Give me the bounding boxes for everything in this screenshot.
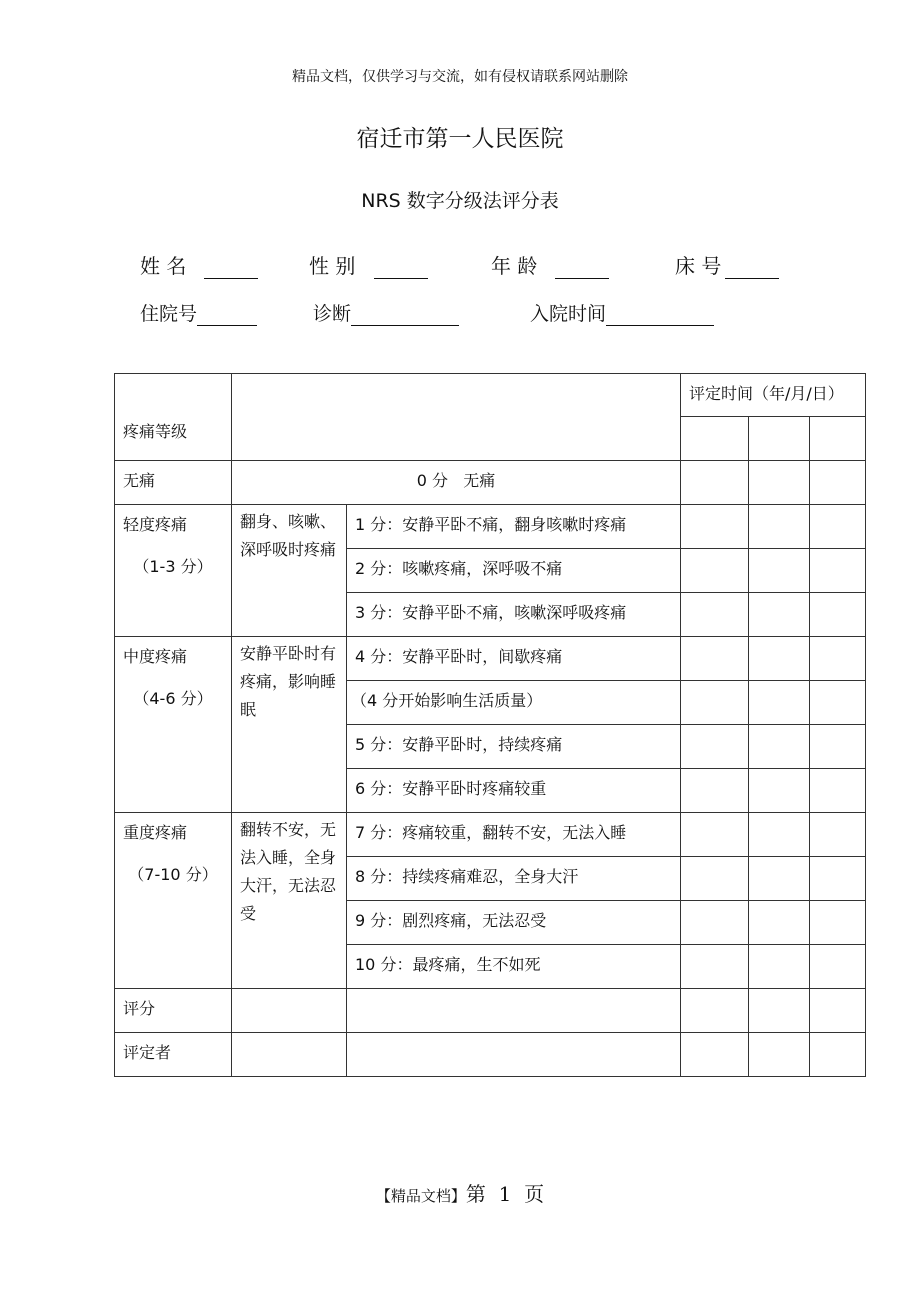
severe-range: （7-10 分） (128, 865, 218, 884)
score-entry-cell[interactable] (681, 989, 749, 1033)
mild-item-cell (347, 549, 681, 593)
page-footer (0, 1178, 920, 1207)
score-entry-cell[interactable] (749, 813, 810, 857)
date-cell[interactable] (681, 417, 749, 461)
score-entry-cell[interactable] (810, 549, 866, 593)
score-entry-cell[interactable] (681, 813, 749, 857)
name-field[interactable] (140, 250, 258, 279)
score-entry-cell[interactable] (810, 725, 866, 769)
score-entry-cell[interactable] (810, 505, 866, 549)
score-entry-cell[interactable] (749, 945, 810, 989)
none-label: 无痛 (123, 471, 156, 490)
admission-time-field[interactable] (530, 299, 714, 326)
moderate-range: （4-6 分） (133, 689, 213, 708)
score-item: 6 分：安静平卧时疼痛较重 (355, 779, 547, 798)
score-entry-cell[interactable] (681, 549, 749, 593)
moderate-item-cell (347, 637, 681, 681)
assessor-label: 评定者 (123, 1043, 172, 1062)
score-item: 1 分：安静平卧不痛，翻身咳嗽时疼痛 (355, 515, 627, 534)
score-entry-cell[interactable] (749, 901, 810, 945)
header-level-cell (115, 374, 232, 461)
score-entry-cell[interactable] (749, 725, 810, 769)
gender-label: 性 别 (309, 254, 356, 278)
score-entry-cell[interactable] (681, 945, 749, 989)
score-entry-cell[interactable] (810, 945, 866, 989)
score-entry-cell[interactable] (681, 461, 749, 505)
footer-bracket: 【精品文档】 (375, 1187, 466, 1205)
age-field[interactable] (491, 250, 609, 279)
mild-symptom-cell (232, 505, 347, 637)
score-entry-cell[interactable] (749, 769, 810, 813)
hospital-name: 宿迁市第一人民医院 (356, 126, 564, 152)
bed-field[interactable] (675, 250, 779, 279)
score-label-cell (115, 989, 232, 1033)
score-entry-cell[interactable] (749, 505, 810, 549)
assessor-blank-cell[interactable] (232, 1033, 347, 1077)
mild-label: 轻度疼痛 (123, 515, 188, 534)
score-entry-cell[interactable] (749, 461, 810, 505)
assessor-entry-cell[interactable] (749, 1033, 810, 1077)
score-entry-cell[interactable] (749, 593, 810, 637)
assessor-entry-cell[interactable] (810, 1033, 866, 1077)
score-entry-cell[interactable] (681, 857, 749, 901)
assessor-entry-cell[interactable] (681, 1033, 749, 1077)
severe-item-cell (347, 945, 681, 989)
score-blank-cell[interactable] (347, 989, 681, 1033)
assessor-label-cell (115, 1033, 232, 1077)
footer-page-number: 第 1 页 (465, 1182, 545, 1206)
header-blank-cell (232, 374, 681, 461)
score-entry-cell[interactable] (681, 593, 749, 637)
diagnosis-blank[interactable] (351, 305, 459, 326)
score-entry-cell[interactable] (810, 637, 866, 681)
mild-level-cell (115, 505, 232, 637)
score-entry-cell[interactable] (810, 461, 866, 505)
mild-range: （1-3 分） (133, 557, 213, 576)
mild-symptom: 翻身、咳嗽、深呼吸时疼痛 (240, 512, 337, 559)
score-item: 5 分：安静平卧时，持续疼痛 (355, 735, 563, 754)
moderate-label: 中度疼痛 (123, 647, 188, 666)
admission-number-field[interactable] (140, 299, 257, 326)
gender-blank[interactable] (374, 258, 428, 279)
severe-symptom: 翻转不安，无法入睡，全身大汗，无法忍受 (240, 820, 337, 923)
score-blank-cell[interactable] (232, 989, 347, 1033)
score-item: 2 分：咳嗽疼痛，深呼吸不痛 (355, 559, 563, 578)
score-entry-cell[interactable] (810, 681, 866, 725)
score-entry-cell[interactable] (749, 549, 810, 593)
header-level: 疼痛等级 (123, 422, 188, 441)
score-item: 10 分：最疼痛，生不如死 (355, 955, 541, 974)
score-item: 8 分：持续疼痛难忍，全身大汗 (355, 867, 579, 886)
score-entry-cell[interactable] (681, 637, 749, 681)
score-entry-cell[interactable] (749, 857, 810, 901)
name-label: 姓 名 (140, 254, 187, 278)
moderate-item-cell (347, 725, 681, 769)
age-blank[interactable] (555, 258, 609, 279)
name-blank[interactable] (204, 258, 258, 279)
score-item: 3 分：安静平卧不痛，咳嗽深呼吸疼痛 (355, 603, 627, 622)
score-entry-cell[interactable] (749, 637, 810, 681)
moderate-symptom: 安静平卧时有疼痛，影响睡眠 (240, 644, 337, 719)
diagnosis-field[interactable] (313, 299, 459, 326)
header-time-cell (681, 374, 866, 417)
admission-time-label: 入院时间 (530, 303, 607, 325)
severe-item-cell (347, 813, 681, 857)
bed-blank[interactable] (725, 258, 779, 279)
score-entry-cell[interactable] (810, 769, 866, 813)
score-entry-cell[interactable] (810, 813, 866, 857)
moderate-item-cell (347, 769, 681, 813)
diagnosis-label: 诊断 (313, 303, 352, 325)
header-note: 精品文档，仅供学习与交流，如有侵权请联系网站删除 (292, 69, 628, 85)
severe-item-cell (347, 901, 681, 945)
moderate-symptom-cell (232, 637, 347, 813)
none-label-cell (115, 461, 232, 505)
score-entry-cell[interactable] (810, 857, 866, 901)
header-time: 评定时间（年/月/日） (689, 384, 844, 403)
score-item: 4 分：安静平卧时，间歇疼痛 (355, 647, 563, 666)
nrs-table (114, 373, 866, 1077)
none-desc-cell (232, 461, 681, 505)
bed-label: 床 号 (675, 254, 722, 278)
mild-item-cell (347, 593, 681, 637)
none-desc: 0 分 无痛 (416, 471, 496, 490)
score-entry-cell[interactable] (681, 901, 749, 945)
score-entry-cell[interactable] (810, 593, 866, 637)
score-entry-cell[interactable] (681, 505, 749, 549)
score-entry-cell[interactable] (681, 769, 749, 813)
admission-number-label: 住院号 (140, 303, 198, 325)
score-entry-cell[interactable] (749, 989, 810, 1033)
gender-field[interactable] (309, 250, 428, 279)
score-entry-cell[interactable] (681, 725, 749, 769)
date-cell[interactable] (810, 417, 866, 461)
score-item: 9 分：剧烈疼痛，无法忍受 (355, 911, 547, 930)
date-cell[interactable] (749, 417, 810, 461)
admission-time-blank[interactable] (606, 305, 714, 326)
score-item: （4 分开始影响生活质量） (351, 691, 543, 710)
score-item: 7 分：疼痛较重，翻转不安，无法入睡 (355, 823, 627, 842)
form-title: NRS 数字分级法评分表 (361, 190, 559, 212)
severe-label: 重度疼痛 (123, 823, 188, 842)
score-entry-cell[interactable] (749, 681, 810, 725)
admission-number-blank[interactable] (197, 305, 257, 326)
score-entry-cell[interactable] (681, 681, 749, 725)
severe-item-cell (347, 857, 681, 901)
age-label: 年 龄 (491, 254, 538, 278)
severe-level-cell (115, 813, 232, 989)
severe-symptom-cell (232, 813, 347, 989)
score-entry-cell[interactable] (810, 901, 866, 945)
score-label: 评分 (123, 999, 156, 1018)
score-entry-cell[interactable] (810, 989, 866, 1033)
mild-item-cell (347, 505, 681, 549)
assessor-blank-cell[interactable] (347, 1033, 681, 1077)
moderate-level-cell (115, 637, 232, 813)
moderate-item-cell (347, 681, 681, 725)
